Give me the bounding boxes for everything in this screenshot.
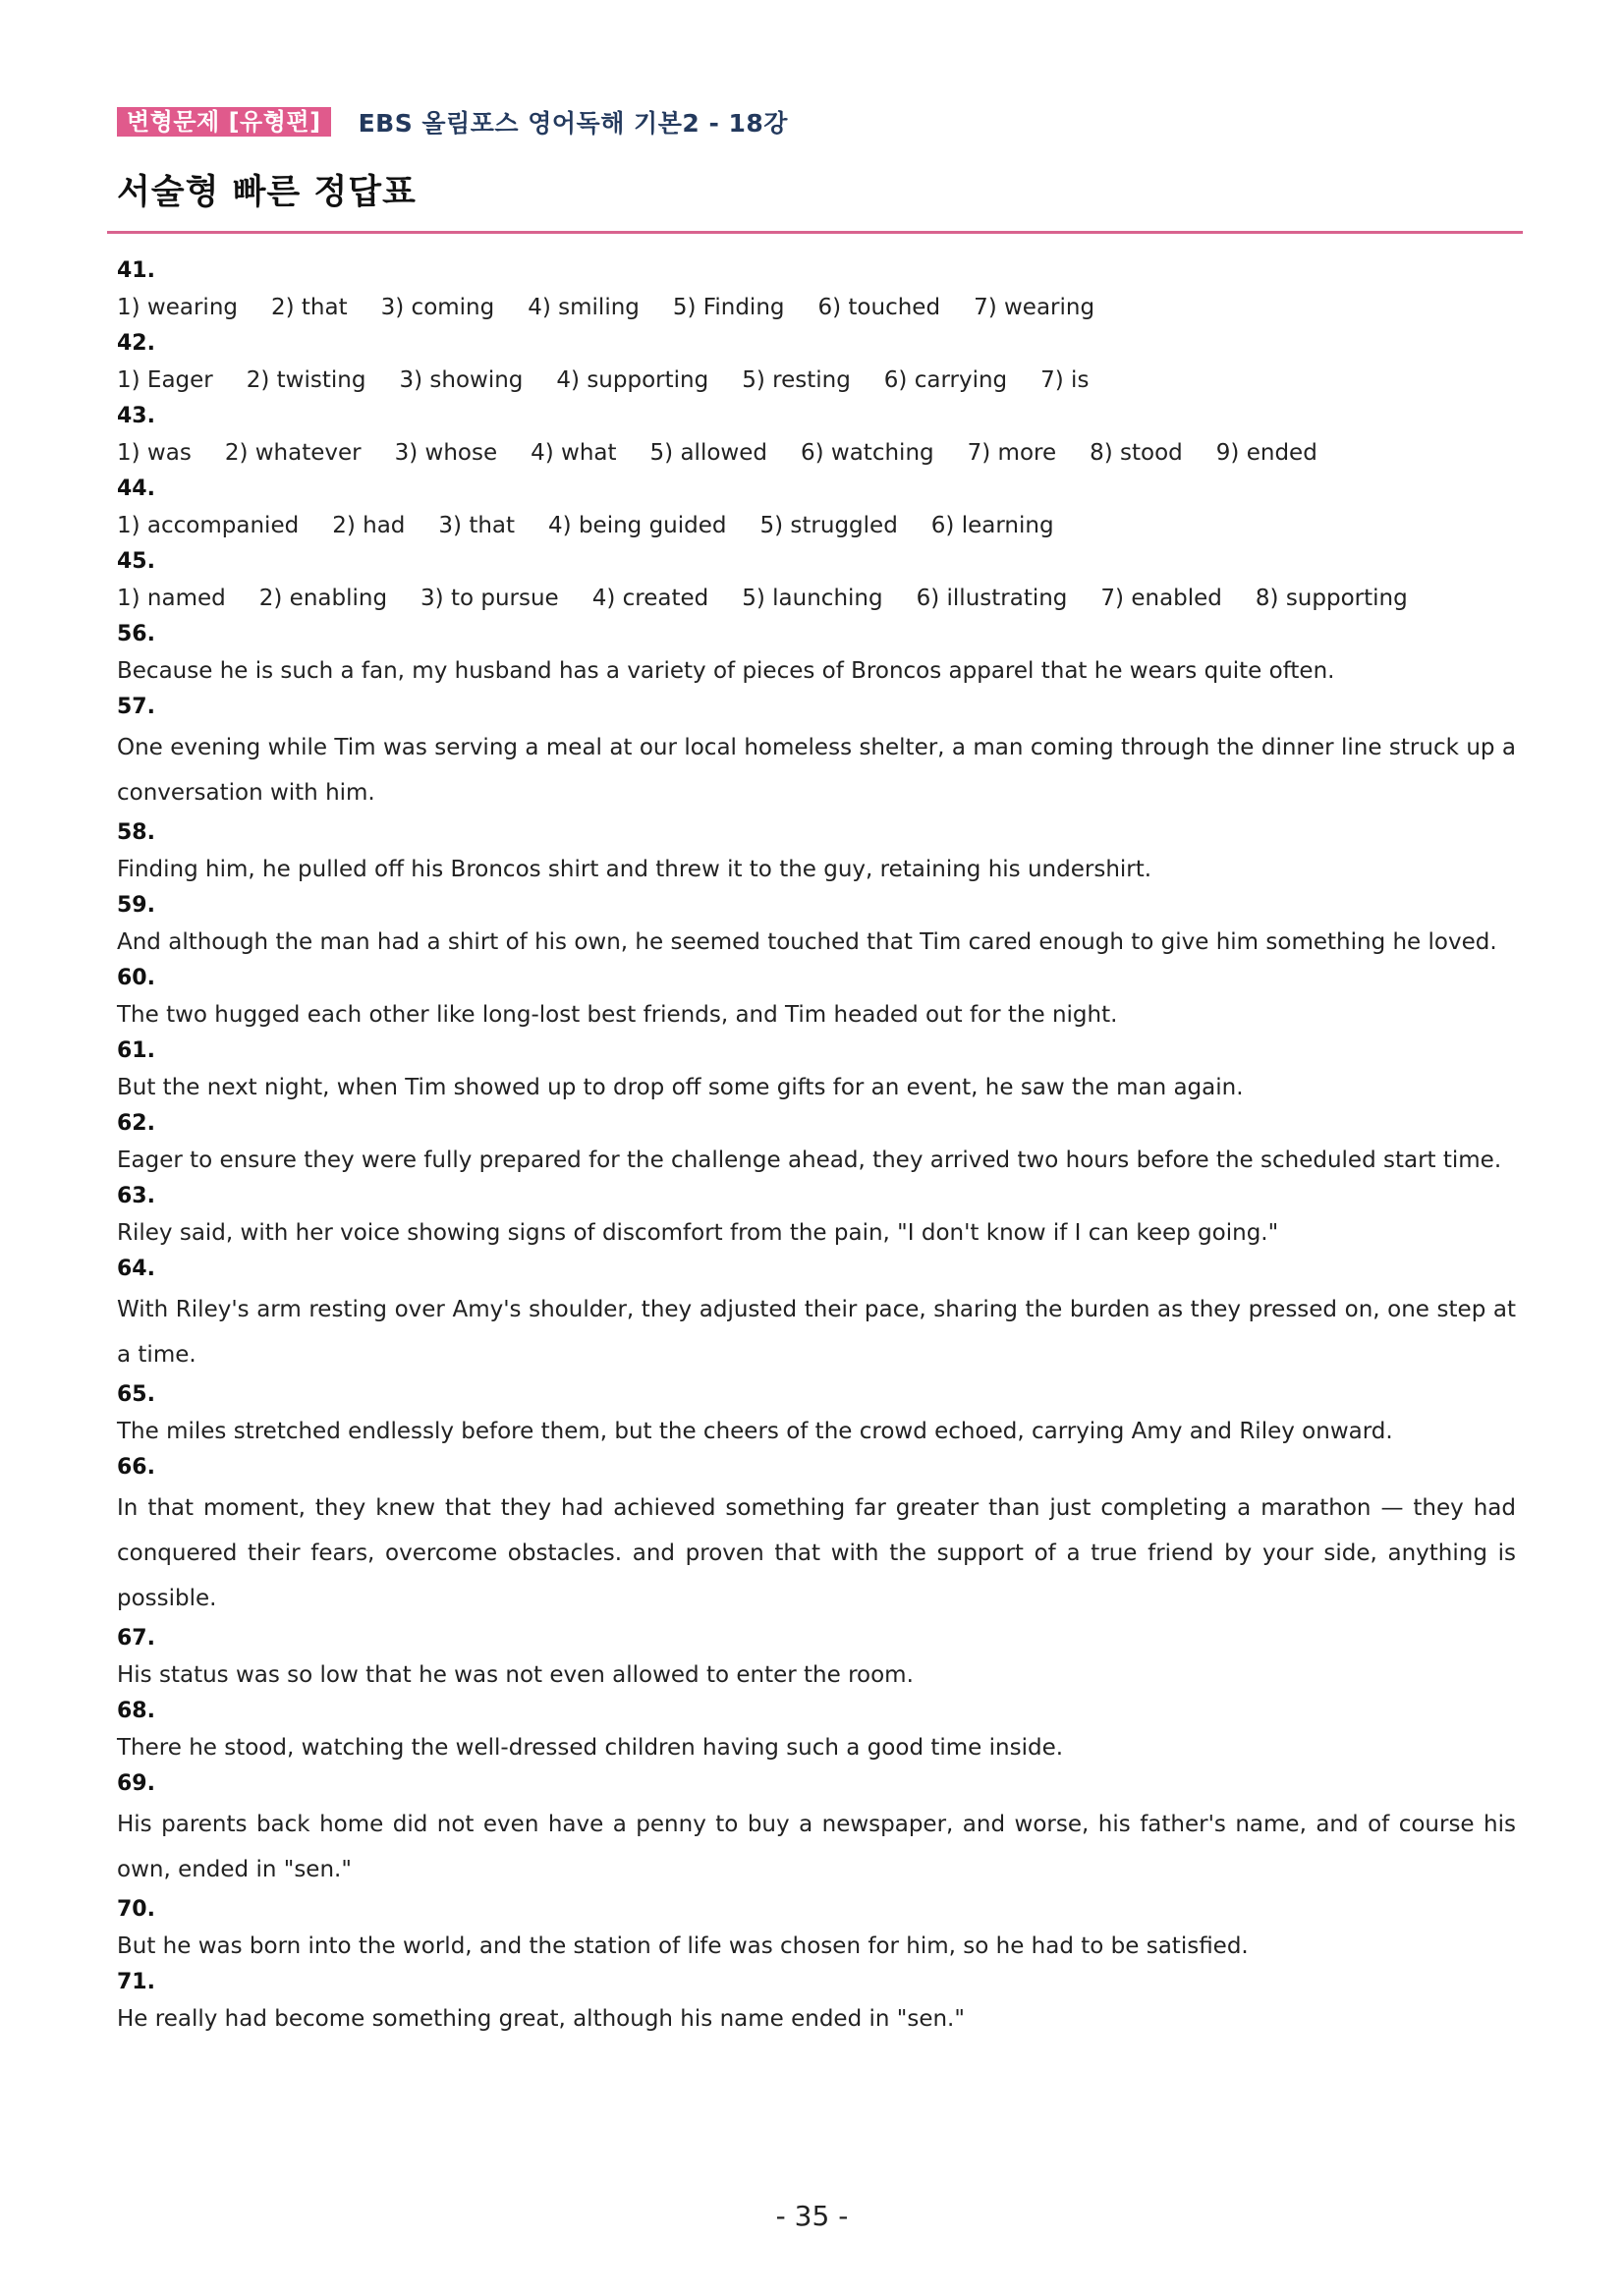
answer-item: 6) illustrating [916, 586, 1068, 611]
answer-item: 1) Eager [117, 367, 213, 393]
answer-item: 2) that [271, 295, 348, 320]
question-number: 62. [117, 1111, 155, 1136]
answer-item: 1) wearing [117, 295, 238, 320]
answer-row [117, 362, 1516, 399]
answer-item: 4) what [531, 440, 617, 466]
answer-item: 3) coming [380, 295, 495, 320]
answer-item: 1) named [117, 586, 226, 611]
blank-answer-entry [117, 399, 1516, 472]
sentence-answer-entry [117, 1621, 1516, 1694]
blank-answer-entry [117, 544, 1516, 617]
answer-sentence: Riley said, with her voice showing signs of discomfort from the pain, "I don't know if I can keep going." [117, 1220, 1279, 1246]
answer-sentence: Because he is such a fan, my husband has a variety of pieces of Broncos apparel that he wears quite often. [117, 658, 1335, 684]
question-number: 59. [117, 893, 155, 918]
category-badge: 변형문제 [유형편] [117, 107, 331, 137]
answer-row [117, 434, 1516, 472]
answer-item: 7) enabled [1100, 586, 1222, 611]
answer-sentence: Finding him, he pulled off his Broncos shirt and threw it to the guy, retaining his undershirt. [117, 857, 1152, 882]
question-number: 56. [117, 622, 155, 646]
answer-row [117, 580, 1516, 617]
sentence-answer-entry [117, 815, 1516, 888]
answer-sentence: With Riley's arm resting over Amy's shoulder, they adjusted their pace, sharing the burden as they pressed on, one step at a time. [117, 1297, 1516, 1368]
blank-answer-entry [117, 253, 1516, 326]
answer-row [117, 507, 1516, 544]
sentence-answer-entry [117, 1965, 1516, 2038]
answer-item: 8) stood [1090, 440, 1183, 466]
answer-item: 4) being guided [548, 513, 727, 538]
answer-item: 2) enabling [258, 586, 388, 611]
answer-sentence: His parents back home did not even have a penny to buy a newspaper, and worse, his father's name, and of course his own, ended in "sen." [117, 1812, 1516, 1882]
answer-item: 2) twisting [246, 367, 366, 393]
answer-item: 2) had [332, 513, 406, 538]
blank-answer-entry [117, 326, 1516, 399]
answer-sentence: One evening while Tim was serving a meal at our local homeless shelter, a man coming through the dinner line struck up a conversation with him. [117, 735, 1516, 806]
question-number: 70. [117, 1897, 155, 1922]
sentence-answer-entry [117, 1252, 1516, 1377]
question-number: 60. [117, 966, 155, 990]
answer-item: 3) that [438, 513, 516, 538]
answer-item: 7) wearing [974, 295, 1095, 320]
sentence-answer-entry [117, 1694, 1516, 1766]
sentence-answer-entry [117, 1179, 1516, 1252]
question-number: 43. [117, 404, 155, 428]
answer-item: 3) showing [399, 367, 524, 393]
sentence-answer-entry [117, 1106, 1516, 1179]
answer-item: 6) touched [817, 295, 941, 320]
question-number: 67. [117, 1626, 155, 1651]
course-title: EBS 올림포스 영어독해 기본2 - 18강 [358, 109, 788, 138]
sentence-answer-entry [117, 690, 1516, 815]
question-number: 65. [117, 1382, 155, 1407]
answer-item: 5) Finding [672, 295, 785, 320]
question-number: 61. [117, 1038, 155, 1063]
answer-sentence: And although the man had a shirt of his own, he seemed touched that Tim cared enough to give him something he loved. [117, 929, 1497, 955]
answer-sentence: The miles stretched endlessly before them, but the cheers of the crowd echoed, carrying Amy and Riley onward. [117, 1419, 1393, 1444]
sentence-answer-entry [117, 961, 1516, 1034]
answer-item: 1) was [117, 440, 192, 466]
answer-item: 6) carrying [883, 367, 1008, 393]
answer-item: 5) resting [742, 367, 851, 393]
sentence-answer-entry [117, 1766, 1516, 1892]
answer-row [117, 289, 1516, 326]
page-number: - 35 - [775, 2200, 849, 2232]
question-number: 44. [117, 476, 155, 501]
answer-sentence: His status was so low that he was not even allowed to enter the room. [117, 1662, 914, 1688]
sentence-answer-entry [117, 1034, 1516, 1106]
question-number: 63. [117, 1184, 155, 1208]
answer-sentence: But the next night, when Tim showed up to drop off some gifts for an event, he saw the man again. [117, 1075, 1244, 1100]
answer-item: 3) to pursue [420, 586, 559, 611]
answer-item: 5) launching [742, 586, 883, 611]
answer-sentence: In that moment, they knew that they had achieved something far greater than just completing a marathon — they had conquered their fears, overcome obstacles. and proven that with the support of a true friend by your side, anything is possible. [117, 1495, 1516, 1611]
answer-sentence: He really had become something great, although his name ended in "sen." [117, 2006, 965, 2032]
answer-sentence: The two hugged each other like long-lost best friends, and Tim headed out for the night. [117, 1002, 1118, 1028]
question-number: 64. [117, 1257, 155, 1281]
blank-answer-entry [117, 472, 1516, 544]
answer-item: 5) struggled [759, 513, 898, 538]
answer-item: 9) ended [1215, 440, 1317, 466]
sentence-answer-entry [117, 1892, 1516, 1965]
question-number: 68. [117, 1699, 155, 1723]
answer-item: 4) smiling [528, 295, 640, 320]
answer-item: 4) supporting [556, 367, 709, 393]
answer-list [117, 253, 1516, 2038]
answer-item: 6) learning [930, 513, 1054, 538]
question-number: 42. [117, 331, 155, 356]
question-number: 58. [117, 820, 155, 845]
question-number: 41. [117, 258, 155, 283]
question-number: 66. [117, 1455, 155, 1480]
answer-item: 1) accompanied [117, 513, 300, 538]
title-divider [107, 231, 1523, 234]
page-title: 서술형 빠른 정답표 [117, 173, 417, 212]
answer-sentence: Eager to ensure they were fully prepared for the challenge ahead, they arrived two hours before the scheduled start time. [117, 1148, 1502, 1173]
answer-item: 6) watching [800, 440, 934, 466]
answer-item: 2) whatever [224, 440, 362, 466]
sentence-answer-entry [117, 1450, 1516, 1621]
sentence-answer-entry [117, 1377, 1516, 1450]
question-number: 71. [117, 1970, 155, 1994]
answer-item: 3) whose [394, 440, 498, 466]
answer-sentence: There he stood, watching the well-dressed children having such a good time inside. [117, 1735, 1064, 1761]
answer-item: 7) more [967, 440, 1057, 466]
sentence-answer-entry [117, 888, 1516, 961]
answer-item: 7) is [1040, 367, 1090, 393]
question-number: 45. [117, 549, 155, 574]
question-number: 57. [117, 695, 155, 719]
page-header [117, 104, 788, 140]
sentence-answer-entry [117, 617, 1516, 690]
answer-item: 8) supporting [1255, 586, 1408, 611]
answer-item: 5) allowed [649, 440, 767, 466]
answer-item: 4) created [591, 586, 709, 611]
answer-sentence: But he was born into the world, and the station of life was chosen for him, so he had to be satisfied. [117, 1933, 1249, 1959]
question-number: 69. [117, 1771, 155, 1796]
